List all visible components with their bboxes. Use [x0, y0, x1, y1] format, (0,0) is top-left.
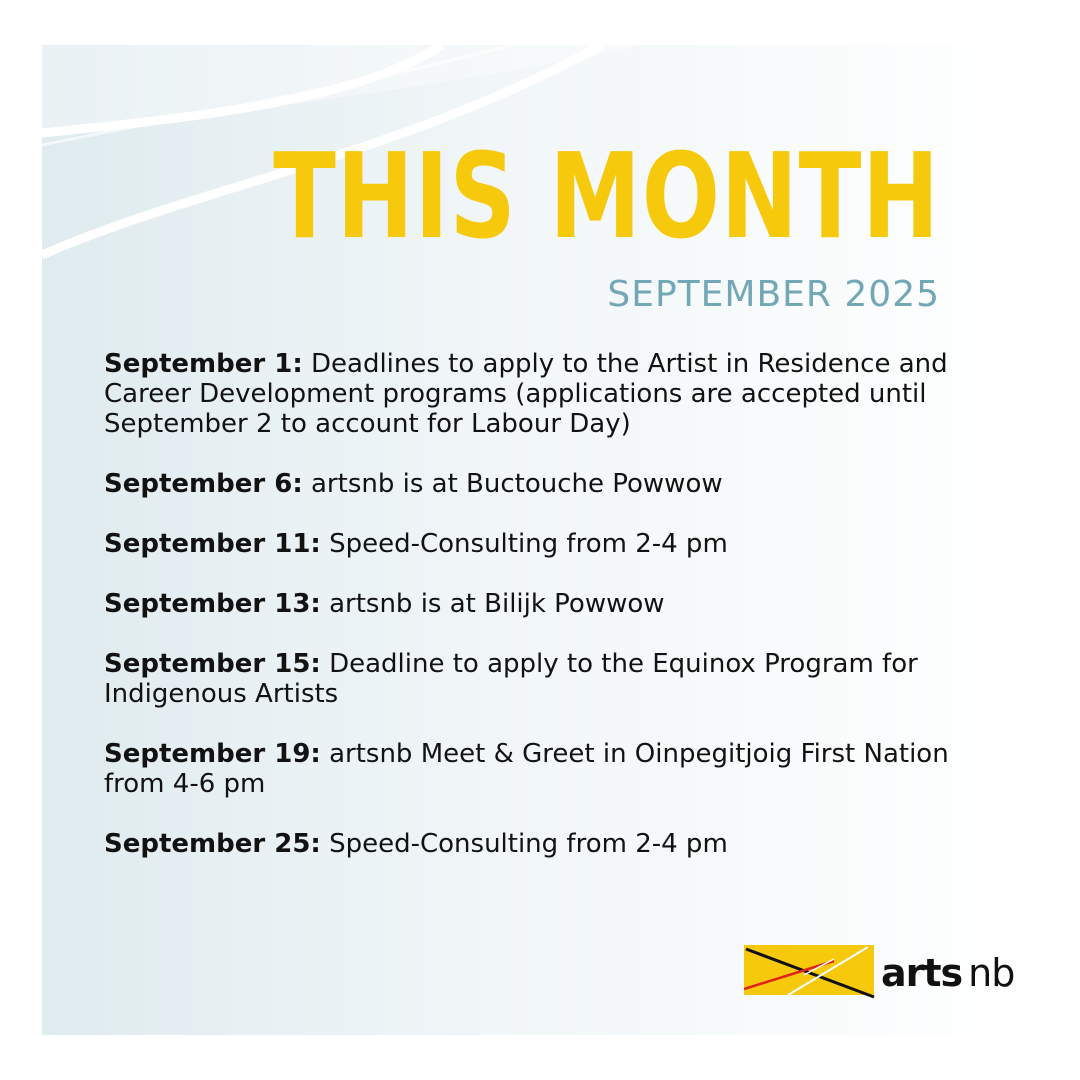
logo-word-nb: nb	[968, 951, 1015, 995]
event-date: September 11:	[104, 529, 321, 559]
event-item	[104, 469, 984, 499]
event-item	[104, 649, 984, 709]
artsnb-logo-mark-icon	[744, 943, 876, 999]
event-text: artsnb Meet & Greet in Oinpegitjoig First Nation from 4-6 pm	[104, 739, 949, 799]
event-item	[104, 589, 984, 619]
background-panel	[42, 45, 1038, 1035]
event-text: Deadlines to apply to the Artist in Residence and Career Development programs (applications are accepted until September 2 to account for Labour Day)	[104, 349, 948, 439]
event-item	[104, 349, 984, 439]
artsnb-logo	[744, 943, 1024, 1003]
event-text: Speed-Consulting from 2-4 pm	[329, 529, 728, 559]
event-date: September 6:	[104, 469, 303, 499]
event-text: artsnb is at Bilijk Powwow	[329, 589, 665, 619]
event-date: September 15:	[104, 649, 321, 679]
event-date: September 25:	[104, 829, 321, 859]
event-text: Deadline to apply to the Equinox Program for Indigenous Artists	[104, 649, 918, 709]
event-text: artsnb is at Buctouche Powwow	[311, 469, 723, 499]
page-subtitle: SEPTEMBER 2025	[607, 274, 940, 315]
event-date: September 19:	[104, 739, 321, 769]
logo-word-arts: arts	[881, 951, 963, 995]
event-item	[104, 529, 984, 559]
event-date: September 1:	[104, 349, 303, 379]
event-item	[104, 739, 984, 799]
event-text: Speed-Consulting from 2-4 pm	[329, 829, 728, 859]
event-item	[104, 829, 984, 859]
event-list	[104, 349, 984, 889]
logo-wordmark	[881, 951, 1014, 995]
event-date: September 13:	[104, 589, 321, 619]
page-title: THIS MONTH	[273, 127, 940, 265]
